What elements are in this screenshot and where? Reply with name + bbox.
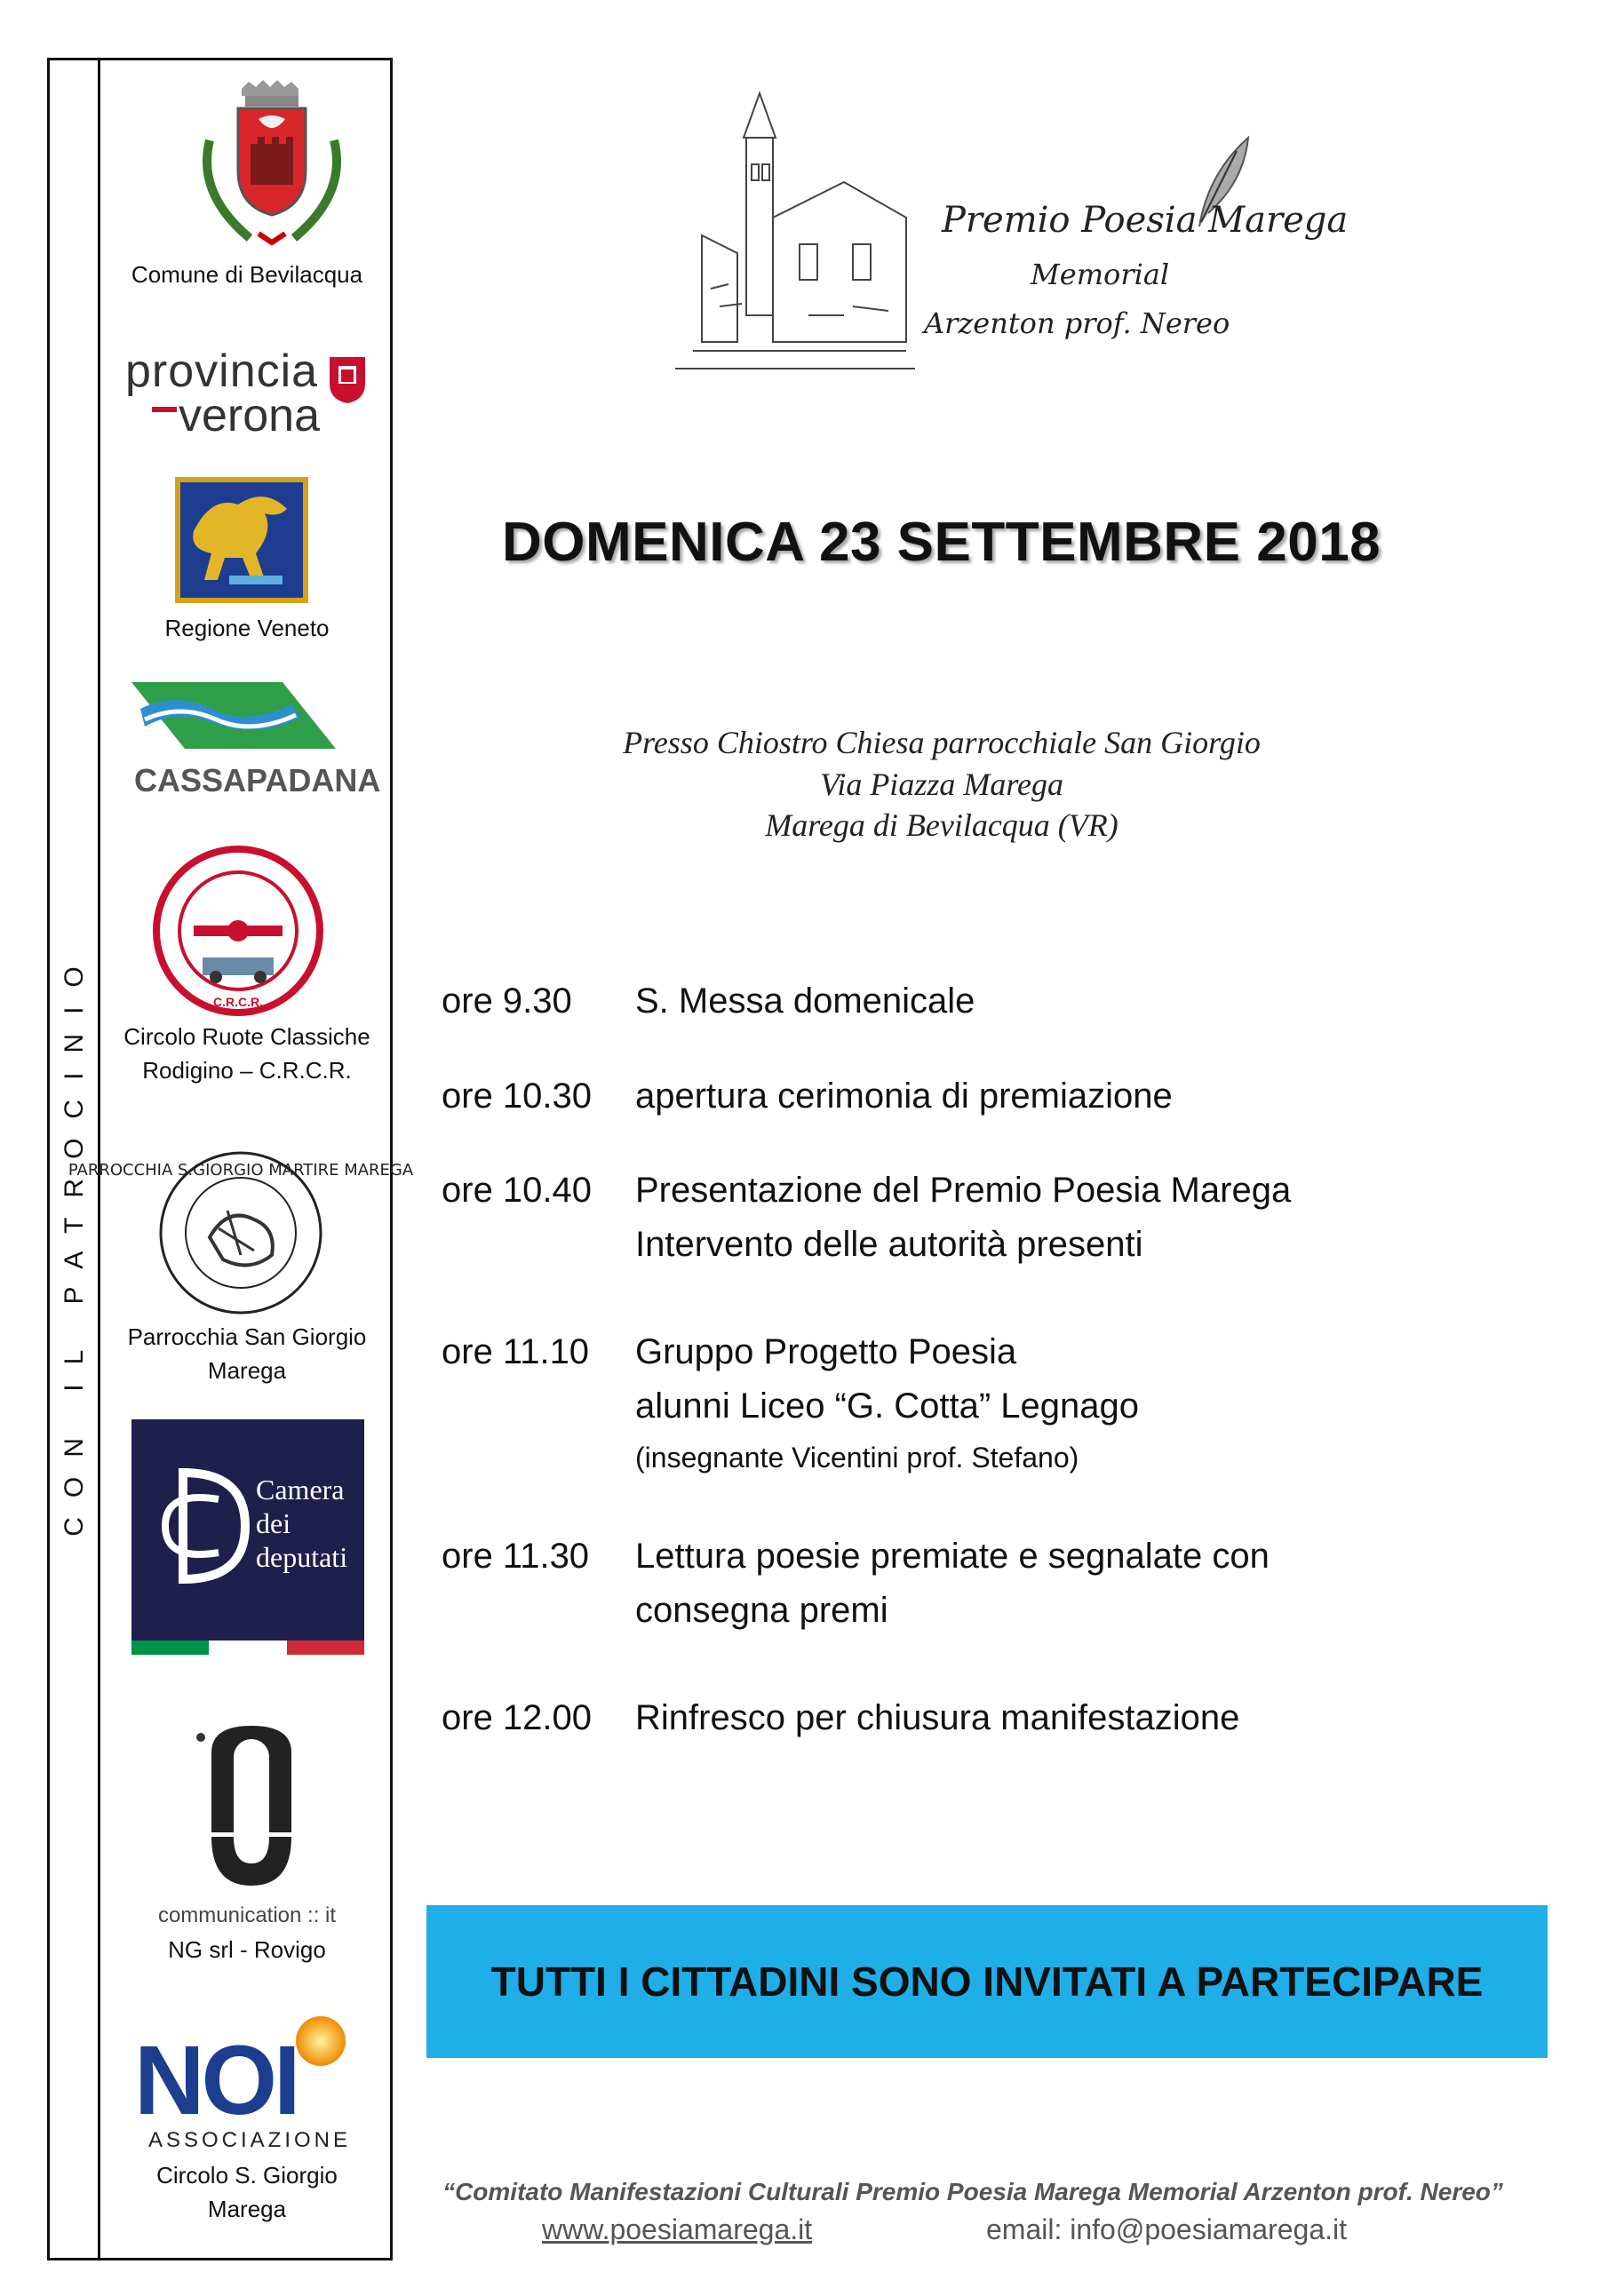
camera-text (256, 1473, 347, 1574)
ng-communication-text: communication :: it (157, 1903, 337, 1927)
provincia-text: provincia (125, 346, 319, 397)
premio-logo-memorial: Memorial (1031, 258, 1170, 291)
italian-flag-stripe (131, 1641, 364, 1655)
verona-text: verona (179, 390, 320, 441)
program-description: Rinfresco per chiusura manifestazione (635, 1698, 1240, 1737)
ng-communication-logo-icon (194, 1730, 300, 1899)
parrocchia-caption-line1: Parrocchia San Giorgio (127, 1323, 367, 1350)
ng-caption: NG srl - Rovigo (168, 1936, 326, 1963)
sponsor-sidebar (47, 58, 414, 2260)
footer-website-link[interactable]: www.poesiamarega.it (542, 2213, 813, 2245)
circolo-caption-line2: Rodigino – C.R.C.R. (142, 1057, 352, 1084)
program-time: ore 9.30 (442, 981, 572, 1021)
church-sketch-icon (675, 84, 915, 377)
program-time: ore 11.10 (442, 1332, 590, 1371)
comune-crest-icon (174, 78, 370, 265)
invitation-banner (426, 1905, 1548, 2058)
program-note: (insegnante Vicentini prof. Stefano) (635, 1442, 1079, 1474)
program-description: apertura cerimonia di premiazione (635, 1076, 1173, 1116)
noi-associazione-text: ASSOCIAZIONE (147, 2128, 352, 2152)
premio-logo-title: Premio Poesia Marega (942, 200, 1349, 241)
venue-line2: Via Piazza Marega (820, 767, 1063, 802)
vertical-label: CON IL PATROCINIO (60, 947, 89, 1537)
program-time: ore 12.00 (442, 1698, 593, 1737)
circolo-logo (149, 842, 327, 1020)
camera-text-line3: deputati (256, 1541, 348, 1573)
parrocchia-seal-icon (68, 1148, 414, 1317)
noi-caption-line1: Circolo S. Giorgio (156, 2162, 338, 2189)
noi-sun-icon (294, 2014, 347, 2068)
noi-logo-text: NOI (134, 2026, 298, 2135)
cassa-padana-wave-icon (131, 682, 345, 753)
seal-text-top: PARROCCHIA S.GIORGIO MARTIRE MAREGA (68, 1161, 414, 1180)
program-time: ore 10.30 (442, 1076, 593, 1116)
event-date-title: DOMENICA 23 SETTEMBRE 2018 (502, 512, 1381, 573)
regione-veneto-lion-icon (176, 478, 307, 602)
program-description-line2: alunni Liceo “G. Cotta” Legnago (635, 1386, 1140, 1426)
premio-logo (675, 84, 1349, 377)
program-description: Gruppo Progetto Poesia (635, 1332, 1017, 1371)
cassa-padana-text: CASSAPADANA (134, 762, 381, 798)
regione-caption: Regione Veneto (164, 615, 330, 641)
program-description: Presentazione del Premio Poesia Marega (635, 1171, 1292, 1210)
program-description: Lettura poesie premiate e segnalate con (635, 1537, 1270, 1576)
camera-text-line2: dei (256, 1507, 291, 1539)
camera-deputati-logo (131, 1419, 364, 1655)
program-time: ore 11.30 (442, 1537, 590, 1576)
vertical-label-strip (50, 60, 100, 2258)
circolo-abbr-mark: C.R.C.R. (213, 995, 263, 1009)
program-description: S. Messa domenicale (635, 981, 975, 1021)
noi-caption-line2: Marega (207, 2196, 287, 2222)
invitation-banner-text: TUTTI I CITTADINI SONO INVITATI A PARTECIPARE (490, 1958, 1484, 2005)
footer-email[interactable]: email: info@poesiamarega.it (986, 2213, 1348, 2245)
comune-caption: Comune di Bevilacqua (131, 261, 363, 288)
circolo-caption-line1: Circolo Ruote Classiche (123, 1023, 370, 1050)
program-description-line2: consegna premi (635, 1591, 888, 1630)
provincia-crest-icon (325, 350, 370, 403)
provincia-logo (125, 345, 392, 451)
provincia-accent (152, 407, 177, 412)
circolo-wheel-icon (149, 842, 327, 1020)
noi-logo (134, 2014, 365, 2157)
camera-text-line1: Camera (256, 1474, 345, 1506)
program-description-line2: Intervento delle autorità presenti (635, 1225, 1143, 1264)
camera-monogram-icon (147, 1464, 254, 1588)
program-time: ore 10.40 (442, 1171, 593, 1210)
footer-committee: “Comitato Manifestazioni Culturali Premio Poesia Marega Memorial Arzenton prof. Nereo” (442, 2178, 1503, 2205)
parrocchia-caption-line2: Marega (207, 1357, 287, 1384)
venue-line3: Marega di Bevilacqua (VR) (765, 807, 1118, 843)
premio-logo-dedication: Arzenton prof. Nereo (924, 306, 1230, 340)
venue-line1: Presso Chiostro Chiesa parrocchiale San Giorgio (623, 725, 1261, 760)
